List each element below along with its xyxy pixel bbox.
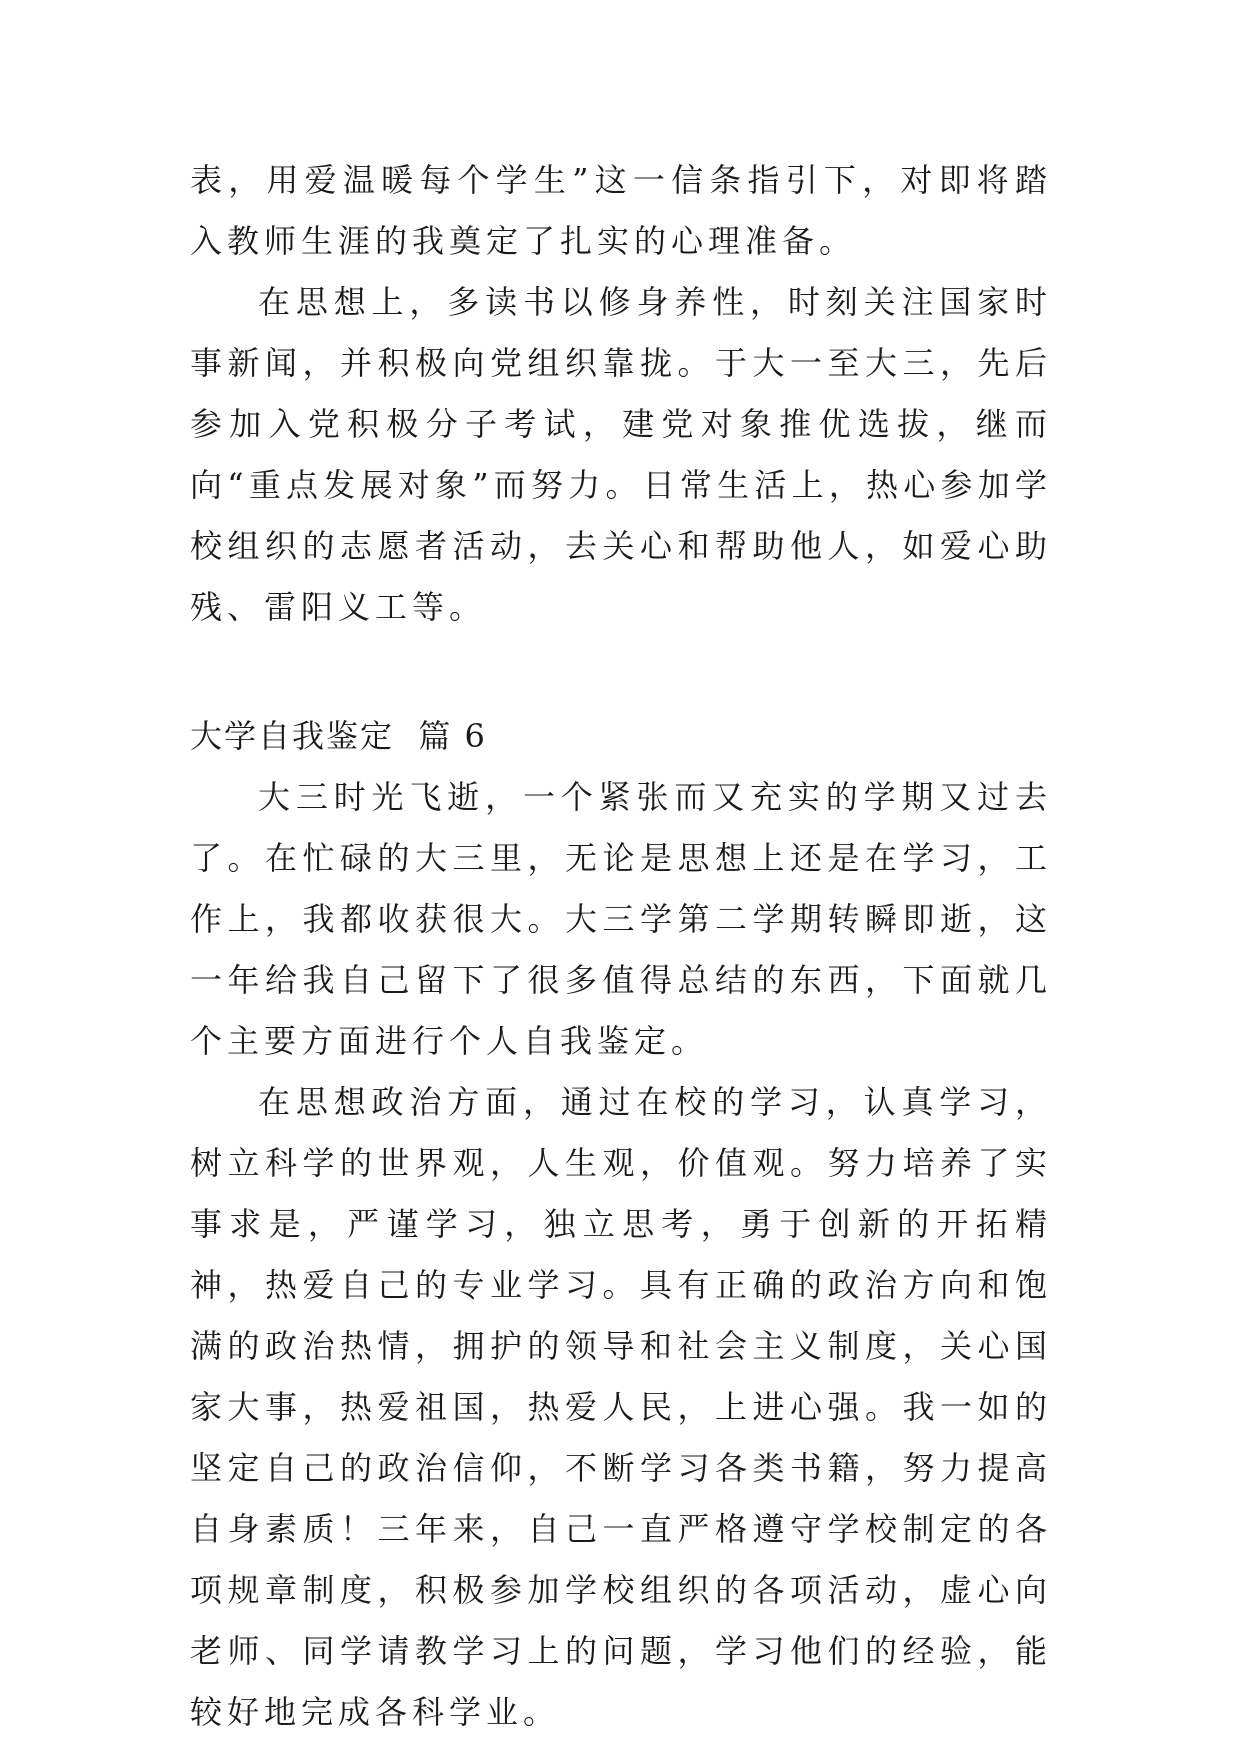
section-heading: 大学自我鉴定 篇 6 xyxy=(190,717,487,755)
document-page xyxy=(190,150,1052,1743)
continuation-paragraph: 表，用爱温暖每个学生”这一信条指引下，对即将踏入教师生涯的我奠定了扎实的心理准备。 xyxy=(190,161,1052,260)
section-paragraph-1: 大三时光飞逝，一个紧张而又充实的学期又过去了。在忙碌的大三里，无论是思想上还是在学习，工作上，我都收获很大。大三学第二学期转瞬即逝，这一年给我自己留下了很多值得总结的东西，下面就几个主要方面进行个人自我鉴定。 xyxy=(190,778,1052,1060)
thought-paragraph: 在思想上，多读书以修身养性，时刻关注国家时事新闻，并积极向党组织靠拢。于大一至大三，先后参加入党积极分子考试，建党对象推优选拔，继而向“重点发展对象”而努力。日常生活上，热心参加学校组织的志愿者活动，去关心和帮助他人，如爱心助残、雷阳义工等。 xyxy=(190,283,1052,626)
section-paragraph-2: 在思想政治方面，通过在校的学习，认真学习，树立科学的世界观，人生观，价值观。努力培养了实事求是，严谨学习，独立思考，勇于创新的开拓精神，热爱自己的专业学习。具有正确的政治方向和饱满的政治热情，拥护的领导和社会主义制度，关心国家大事，热爱祖国，热爱人民，上进心强。我一如的坚定自己的政治信仰，不断学习各类书籍，努力提高自身素质！三年来，自己一直严格遵守学校制定的各项规章制度，积极参加学校组织的各项活动，虚心向老师、同学请教学习上的问题，学习他们的经验，能较好地完成各科学业。 xyxy=(190,1083,1052,1731)
